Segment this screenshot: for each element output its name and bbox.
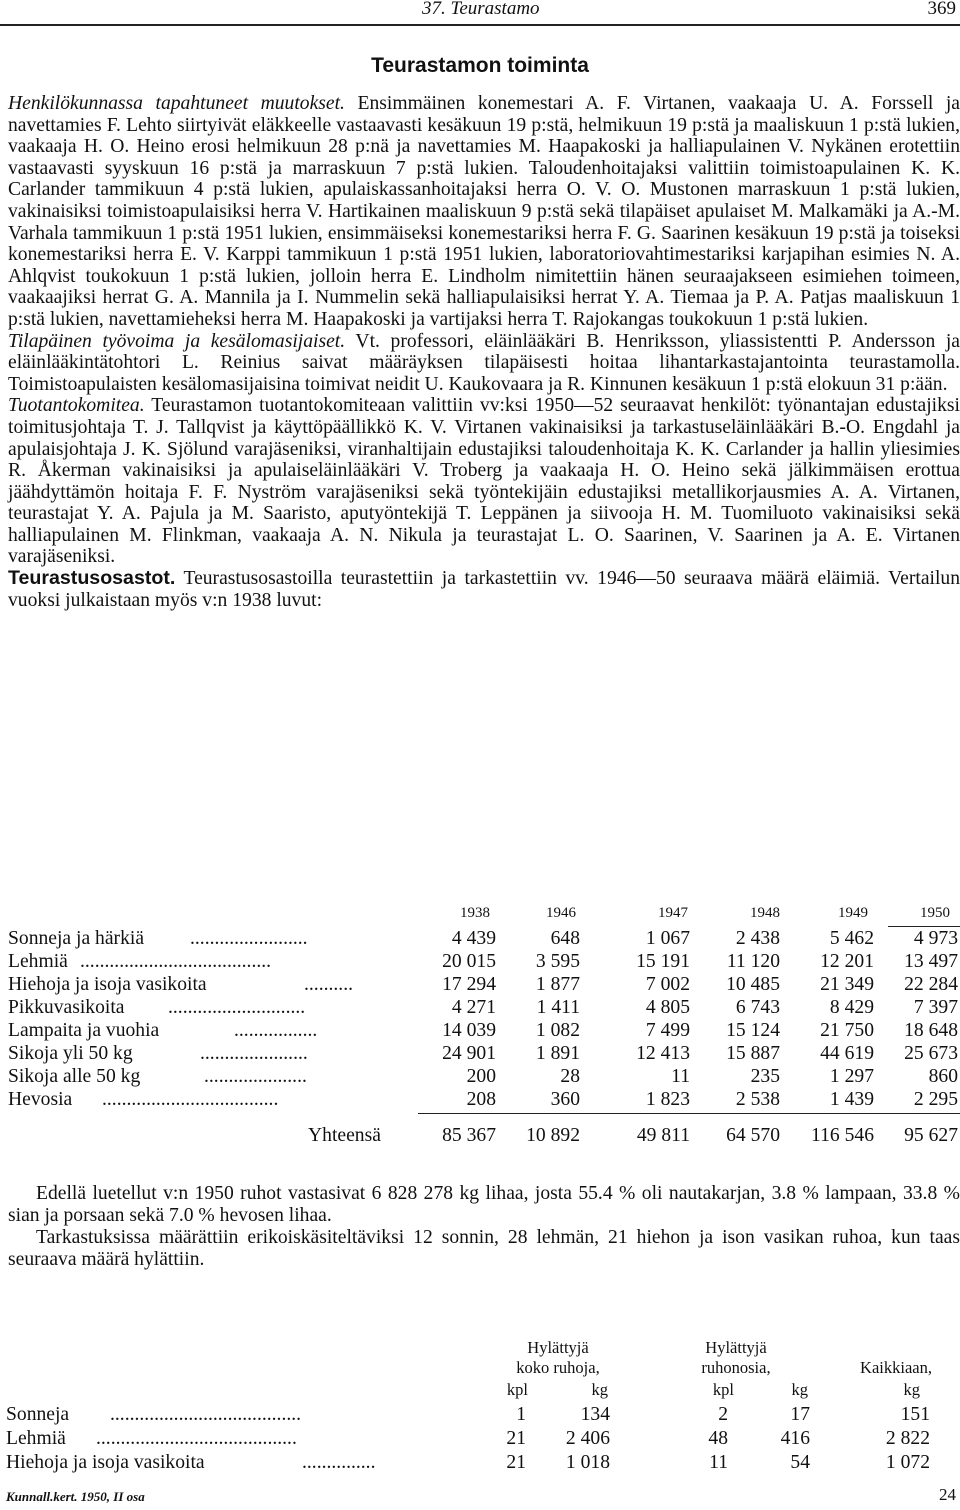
table-cell: 4 805 bbox=[645, 997, 690, 1018]
paragraph-meat-yield: Edellä luetellut v:n 1950 ruhot vastasivat 6 828 278 kg lihaa, josta 55.4 % oli nautakarjan, 3.8 % lampaan, 33.8 % sian ja porsaan sekä 7.0 % hevosen lihaa. bbox=[8, 1183, 960, 1226]
table-cell: 20 015 bbox=[442, 951, 496, 972]
table-cell: 4 271 bbox=[451, 997, 496, 1018]
table-row bbox=[6, 1404, 960, 1428]
dot-leader: ......................................... bbox=[96, 1428, 297, 1449]
table-cell: 1 072 bbox=[885, 1452, 930, 1473]
table-cell: 15 191 bbox=[636, 951, 690, 972]
table-cell: 14 039 bbox=[442, 1020, 496, 1041]
table-cell: 116 546 bbox=[811, 1125, 874, 1146]
row-label: Lehmiä bbox=[8, 951, 68, 972]
table-cell: 1 018 bbox=[565, 1452, 610, 1473]
table-cell: 28 bbox=[560, 1066, 580, 1087]
dot-leader: ..................... bbox=[204, 1066, 307, 1087]
table-row bbox=[8, 951, 960, 973]
row-label: Sikoja yli 50 kg bbox=[8, 1043, 133, 1064]
body-text-continued bbox=[8, 1183, 960, 1271]
unit-label: kg bbox=[903, 1380, 920, 1399]
table-cell: 1 bbox=[516, 1404, 526, 1425]
table-cell: 7 002 bbox=[645, 974, 690, 995]
section-title: Teurastamon toiminta bbox=[371, 54, 589, 77]
table-cell: 1 411 bbox=[536, 997, 580, 1018]
table-cell: 12 201 bbox=[820, 951, 874, 972]
table-cell: 1 297 bbox=[829, 1066, 874, 1087]
group-header-line: koko ruhoja, bbox=[516, 1358, 600, 1377]
table-cell: 15 887 bbox=[726, 1043, 780, 1064]
table-cell: 648 bbox=[550, 928, 580, 949]
table-cell: 95 627 bbox=[904, 1125, 958, 1146]
table-cell: 235 bbox=[750, 1066, 780, 1087]
dot-leader: ....................................... bbox=[80, 951, 272, 972]
paragraph-text: Teurastusosastoilla teurastettiin ja tarkastettiin vv. 1946—50 seuraava määrä eläimiä. Vertailun vuoksi julkaistaan myös v:n 1938 luvut: bbox=[8, 568, 960, 611]
table-cell: 21 349 bbox=[820, 974, 874, 995]
paragraph-lead: Tuotantokomitea. bbox=[8, 395, 145, 417]
units-row bbox=[6, 1380, 960, 1404]
table-cell: 4 439 bbox=[451, 928, 496, 949]
table-row bbox=[8, 1089, 960, 1111]
group-header bbox=[666, 1338, 806, 1378]
table-cell: 21 bbox=[506, 1428, 526, 1449]
paragraph-temporary-staff bbox=[8, 331, 960, 396]
table-cell: 2 295 bbox=[913, 1089, 958, 1110]
footer-source: Kunnall.kert. 1950, II osa bbox=[6, 1489, 145, 1504]
paragraph-lead: Tilapäinen työvoima ja kesälomasijaiset. bbox=[8, 330, 346, 352]
paragraph-inspection: Tarkastuksissa määrättiin erikoiskäsiteltäviksi 12 sonnin, 28 lehmän, 21 hiehon ja ison vasikan ruhoa, kun taas seuraava määrä hylättiin. bbox=[8, 1227, 960, 1270]
row-label: Sonneja bbox=[6, 1404, 70, 1425]
paragraph-text: Vt. professori, eläinlääkäri B. Henriksson, yliassistentti P. Andersson ja eläinlääkintätohtori L. Reinius saivat määräyksen tilapäisesti hoitaa lihantarkastajantointa teurastamolla. Toimistoapulaisten kesälomasijaisina toimivat neidit U. Kaukovaara ja R. Kinnunen kesäkuun 1 p:stä elokuun 31 p:ään. bbox=[8, 330, 960, 395]
paragraph-production-committee bbox=[8, 395, 960, 568]
row-label: Hiehoja ja isoja vasikoita bbox=[6, 1452, 205, 1473]
row-label: Lampaita ja vuohia bbox=[8, 1020, 160, 1041]
table-cell: 25 673 bbox=[904, 1043, 958, 1064]
table-cell: 11 120 bbox=[726, 951, 780, 972]
table-cell: 54 bbox=[790, 1452, 810, 1473]
table-header-row bbox=[8, 905, 960, 925]
page-footer bbox=[6, 1487, 956, 1507]
row-label: Pikkuvasikoita bbox=[8, 997, 125, 1018]
page-number: 369 bbox=[927, 0, 956, 19]
table-cell: 3 595 bbox=[535, 951, 580, 972]
table-row bbox=[8, 974, 960, 996]
year-header: 1948 bbox=[750, 905, 780, 921]
table-row bbox=[6, 1452, 960, 1476]
unit-label: kpl bbox=[712, 1380, 734, 1399]
table-cell: 1 823 bbox=[645, 1089, 690, 1110]
paragraph-staff-changes bbox=[8, 93, 960, 331]
table-cell: 13 497 bbox=[904, 951, 958, 972]
row-label: Lehmiä bbox=[6, 1428, 66, 1449]
table-cell: 1 891 bbox=[535, 1043, 580, 1064]
table-cell: 5 462 bbox=[829, 928, 874, 949]
table-cell: 200 bbox=[466, 1066, 496, 1087]
body-text bbox=[8, 93, 960, 611]
total-row bbox=[8, 1125, 960, 1147]
table-cell: 24 901 bbox=[442, 1043, 496, 1064]
total-label: Yhteensä bbox=[308, 1125, 381, 1146]
group-header-line: Hylättyjä bbox=[527, 1338, 589, 1357]
table-cell: 21 750 bbox=[820, 1020, 874, 1041]
table-cell: 134 bbox=[580, 1404, 610, 1425]
table-cell: 151 bbox=[900, 1404, 930, 1425]
dot-leader: ....................................... bbox=[110, 1404, 302, 1425]
table-row bbox=[6, 1428, 960, 1452]
row-label: Sikoja alle 50 kg bbox=[8, 1066, 141, 1087]
footer-signature: 24 bbox=[939, 1485, 956, 1504]
table-cell: 1 067 bbox=[645, 928, 690, 949]
table-cell: 7 397 bbox=[913, 997, 958, 1018]
table-cell: 17 bbox=[790, 1404, 810, 1425]
paragraph-text: Ensimmäinen konemestari A. F. Virtanen, vaakaaja U. A. Forssell ja navettamies F. Lehto siirtyivät eläkkeelle vastaavasti kesäkuun 19 p:stä, helmikuun 19 p:stä ja maaliskuun 1 p:stä lukien, vaakaaja H. O. Heino erosi helmikuun 28 p:nä ja navettamies M. Haapakoski ja halliapulainen V. Nykänen erotettiin vastaavasti syyskuun 16 p:stä ja marraskuun 7 p:stä lukien. Taloudenhoitajaksi valittiin toimistoapulainen K. K. Carlander tammikuun 4 p:stä lukien, apulaiskassanhoitajaksi herra O. V. O. Mustonen marraskuun 1 p:stä lukien, vakinaisiksi toimistoapulaisiksi herra V. Hartikainen maaliskuun 9 p:stä sekä tilapäiset apulaiset M. Malkamäki ja A.-M. Varhala tammikuun 1 p:stä 1951 lukien, ensimmäiseksi konemestariksi herra F. G. Saarinen kesäkuun 19 p:stä ja toiseksi konemestariksi herra E. V. Karppi tammikuun 1 p:stä 1951 lukien, laboratoriovahtimestariksi karjapihan esimies N. A. Ahlqvist toukokuun 1 p:stä lukien, jolloin herra E. Lindholm nimitettiin hänen seuraajakseen esimiehen toimeen, vaakaajiksi herrat G. A. Mannila ja I. Nummelin sekä halliapulaisiksi herrat Y. A. Tiemaa ja P. A. Patjas maaliskuun 1 p:stä lukien, navettamieheksi herra M. Haapakoski ja vartijaksi herra T. Rajokangas toukokuun 1 p:stä lukien. bbox=[8, 93, 960, 330]
year-header: 1946 bbox=[546, 905, 576, 921]
table-cell: 12 413 bbox=[636, 1043, 690, 1064]
table-cell: 11 bbox=[671, 1066, 690, 1087]
dot-leader: ............................ bbox=[168, 997, 306, 1018]
row-label: Hevosia bbox=[8, 1089, 73, 1110]
table-cell: 1 082 bbox=[535, 1020, 580, 1041]
year-header: 1947 bbox=[658, 905, 688, 921]
group-header bbox=[836, 1358, 956, 1378]
running-head-title: 37. Teurastamo bbox=[422, 0, 540, 19]
table-cell: 1 439 bbox=[829, 1089, 874, 1110]
table-cell: 8 429 bbox=[829, 997, 874, 1018]
dot-leader: .................................... bbox=[102, 1089, 279, 1110]
dot-leader: ...................... bbox=[200, 1043, 308, 1064]
table-cell: 2 406 bbox=[565, 1428, 610, 1449]
table-cell: 10 485 bbox=[726, 974, 780, 995]
table-row bbox=[8, 1020, 960, 1042]
table-cell: 2 822 bbox=[885, 1428, 930, 1449]
table-cell: 416 bbox=[780, 1428, 810, 1449]
year-header: 1949 bbox=[838, 905, 868, 921]
table-row bbox=[8, 1043, 960, 1065]
year-header: 1938 bbox=[460, 905, 490, 921]
table-row bbox=[8, 1066, 960, 1088]
table-cell: 208 bbox=[466, 1089, 496, 1110]
unit-label: kg bbox=[791, 1380, 808, 1399]
table-cell: 2 538 bbox=[735, 1089, 780, 1110]
table-cell: 10 892 bbox=[526, 1125, 580, 1146]
year-header: 1950 bbox=[920, 905, 950, 921]
table-cell: 860 bbox=[928, 1066, 958, 1087]
paragraph-lead: Teurastusosastot. bbox=[8, 567, 176, 590]
table-cell: 49 811 bbox=[636, 1125, 690, 1146]
table-cell: 85 367 bbox=[442, 1125, 496, 1146]
column-underline bbox=[888, 926, 960, 927]
paragraph-slaughter-departments bbox=[8, 568, 960, 611]
table-cell: 11 bbox=[709, 1452, 728, 1473]
dot-leader: ............... bbox=[302, 1452, 376, 1473]
paragraph-lead: Henkilökunnassa tapahtuneet muutokset. bbox=[8, 93, 345, 114]
dot-leader: ................. bbox=[234, 1020, 318, 1041]
table-cell: 2 bbox=[718, 1404, 728, 1425]
row-label: Hiehoja ja isoja vasikoita bbox=[8, 974, 207, 995]
group-header bbox=[478, 1338, 638, 1378]
table-row bbox=[8, 997, 960, 1019]
header-rule bbox=[0, 24, 960, 26]
table-cell: 1 877 bbox=[535, 974, 580, 995]
table-cell: 21 bbox=[506, 1452, 526, 1473]
table-cell: 360 bbox=[550, 1089, 580, 1110]
table-cell: 15 124 bbox=[726, 1020, 780, 1041]
group-header-line: Hylättyjä bbox=[705, 1338, 767, 1357]
unit-label: kg bbox=[591, 1380, 608, 1399]
table-cell: 22 284 bbox=[904, 974, 958, 995]
table-cell: 6 743 bbox=[735, 997, 780, 1018]
table-cell: 2 438 bbox=[735, 928, 780, 949]
table-cell: 48 bbox=[708, 1428, 728, 1449]
dot-leader: ........................ bbox=[190, 928, 308, 949]
total-rule bbox=[418, 1113, 960, 1114]
group-header-line: ruhonosia, bbox=[701, 1358, 771, 1377]
table-cell: 17 294 bbox=[442, 974, 496, 995]
row-label: Sonneja ja härkiä bbox=[8, 928, 145, 949]
table-cell: 44 619 bbox=[820, 1043, 874, 1064]
table-cell: 4 973 bbox=[913, 928, 958, 949]
unit-label: kpl bbox=[506, 1380, 528, 1399]
dot-leader: .......... bbox=[304, 974, 353, 995]
running-head bbox=[0, 0, 960, 22]
table-cell: 64 570 bbox=[726, 1125, 780, 1146]
table-row bbox=[8, 928, 960, 950]
paragraph-text: Teurastamon tuotantokomiteaan valittiin vv:ksi 1950—52 seuraavat henkilöt: työnantajan edustajiksi toimitusjohtaja T. J. Tallqvist ja käyttöpäällikkö K. V. Virtanen vakinaisiksi ja tarkastuseläinlääkäri B.-O. Engdahl ja apulaisjohtaja J. K. Sjölund varajäseniksi, viranhaltijain edustajiksi taloudenhoitaja K. K. Carlander ja hallin yliesimies R. Åkerman vakinaisiksi ja apulaiseläinlääkäri V. Troberg ja vaakaaja H. O. Heino sekä jälkimmäisen erottua jäähdyttämön hoitaja F. F. Nyström varajäseniksi sekä työntekijäin edustajiksi metallikorjausmies A. A. Virtanen, teurastajat Y. A. Pajula ja M. Saaristo, aputyöntekijä T. Leppänen ja siivooja H. M. Tuomiluoto vakinaisiksi sekä halliapulainen M. Flinkman, vaakaaja A. N. Nikula ja teurastajat L. O. Saarinen, V. Saarinen ja A. E. Virtanen varajäseniksi. bbox=[8, 395, 960, 568]
table-cell: 18 648 bbox=[904, 1020, 958, 1041]
group-header-line: Kaikkiaan, bbox=[860, 1358, 932, 1377]
table-cell: 7 499 bbox=[645, 1020, 690, 1041]
